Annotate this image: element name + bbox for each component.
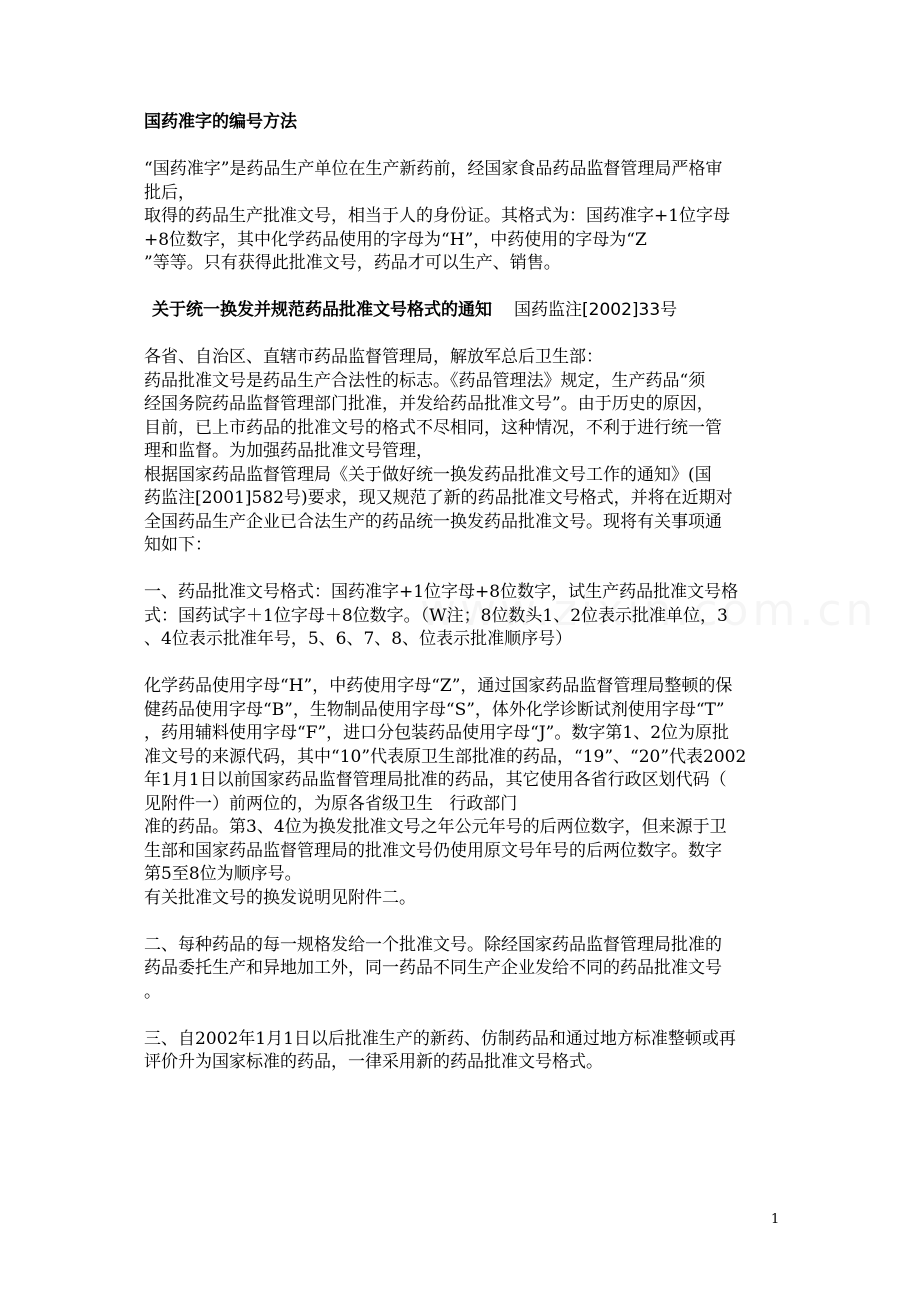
section-three-line: 三、自2002年1月1日以后批准生产的新药、仿制药品和通过地方标准整顿或再: [144, 1028, 736, 1049]
notice-heading: [144, 299, 779, 323]
spacer: [144, 323, 779, 347]
intro-line: “国药准字”是药品生产单位在生产新药前，经国家食品药品监督管理局严格审: [144, 159, 723, 179]
preamble-line: 知如下：: [144, 535, 212, 555]
page-number: 1: [771, 1212, 780, 1227]
intro-paragraph: [144, 158, 779, 276]
preamble-line: 各省、自治区、直辖市药品监督管理局，解放军总后卫生部：: [144, 347, 603, 367]
preamble-line: 理和监督。为加强药品批准文号管理，: [144, 441, 433, 461]
notice-reference-number: 国药监注[2002]33号: [514, 300, 678, 320]
section-two-line: 药品委托生产和异地加工外，同一药品不同生产企业发给不同的药品批准文号: [144, 958, 722, 978]
watermark: [420, 585, 877, 636]
spacer: [144, 135, 779, 159]
section-two-paragraph: [144, 934, 779, 1005]
section-one-detail-line: 有关批准文号的换发说明见附件二。: [144, 887, 416, 908]
section-one-line: 一、药品批准文号格式：国药准字+1位字母+8位数字，试生产药品批准文号格: [144, 582, 739, 602]
preamble-line: 经国务院药品监督管理部门批准，并发给药品批准文号”。由于历史的原因，: [144, 394, 714, 414]
section-one-line: 式：国药试字＋1位字母＋8位数字。（W注；8位数头1、2位表示批准单位，3: [144, 605, 728, 626]
spacer: [144, 1004, 779, 1028]
section-one-detail-line: 化学药品使用字母“H”，中药使用字母“Z”，通过国家药品监督管理局整顿的保: [144, 676, 733, 696]
section-one-detail-line: 健药品使用字母“B”，生物制品使用字母“S”，体外化学诊断试剂使用字母“T”: [144, 699, 725, 720]
preamble-line: 目前，已上市药品的批准文号的格式不尽相同，这种情况，不利于进行统一管: [144, 417, 722, 438]
section-one-detail-line: 见附件一）前两位的，为原各省级卫生 行政部门: [144, 793, 518, 814]
notice-title: 关于统一换发并规范药品批准文号格式的通知: [152, 300, 492, 320]
preamble-paragraph: [144, 346, 779, 558]
preamble-line: 药品批准文号是药品生产合法性的标志。《药品管理法》规定，生产药品“须: [144, 370, 706, 391]
preamble-line: 根据国家药品监督管理局《关于做好统一换发药品批准文号工作的通知》(国: [144, 464, 712, 485]
spacer: [144, 910, 779, 934]
section-three-line: 评价升为国家标准的药品，一律采用新的药品批准文号格式。: [144, 1052, 603, 1072]
spacer: [144, 652, 779, 676]
section-two-line: 二、每种药品的每一规格发给一个批准文号。除经国家药品监督管理局批准的: [144, 934, 722, 955]
section-two-line: 。: [144, 981, 161, 1002]
section-one-detail-line: ，药用辅料使用字母“F”，进口分包装药品使用字母“J”。数字第1、2位为原批: [144, 723, 730, 743]
document-heading: 国药准字的编号方法: [144, 112, 297, 132]
intro-line: +8位数字，其中化学药品使用的字母为“H”，中药使用的字母为“Z: [144, 229, 647, 250]
section-one-detail-line: 年1月1日以前国家药品监督管理局批准的药品，其它使用各省行政区划代码（: [144, 770, 727, 790]
section-one-detail-line: 第5至8位为顺序号。: [144, 864, 302, 884]
intro-line: ”等等。只有获得此批准文号，药品才可以生产、销售。: [144, 253, 561, 273]
preamble-line: 药监注[2001]582号)要求，现又规范了新的药品批准文号格式，并将在近期对: [144, 488, 733, 508]
spacer: [144, 558, 779, 582]
section-three-paragraph: [144, 1028, 779, 1075]
intro-line: 批后，: [144, 182, 195, 203]
section-one-line: 、4位表示批准年号，5、6、7、8、位表示批准顺序号）: [144, 629, 573, 649]
section-one-detail-line: 准文号的来源代码，其中“10”代表原卫生部批准的药品，“19”、“20”代表2002: [144, 746, 747, 767]
section-one-detail-paragraph: [144, 675, 779, 910]
preamble-line: 全国药品生产企业已合法生产的药品统一换发药品批准文号。现将有关事项通: [144, 511, 722, 532]
spacer: [144, 276, 779, 300]
section-one-detail-line: 生部和国家药品监督管理局的批准文号仍使用原文号年号的后两位数字。数字: [144, 840, 722, 861]
intro-line: 取得的药品生产批准文号，相当于人的身份证。其格式为：国药准字+1位字母: [144, 206, 731, 226]
section-one-detail-line: 准的药品。第3、4位为换发批准文号之年公元年号的后两位数字，但来源于卫: [144, 817, 727, 837]
